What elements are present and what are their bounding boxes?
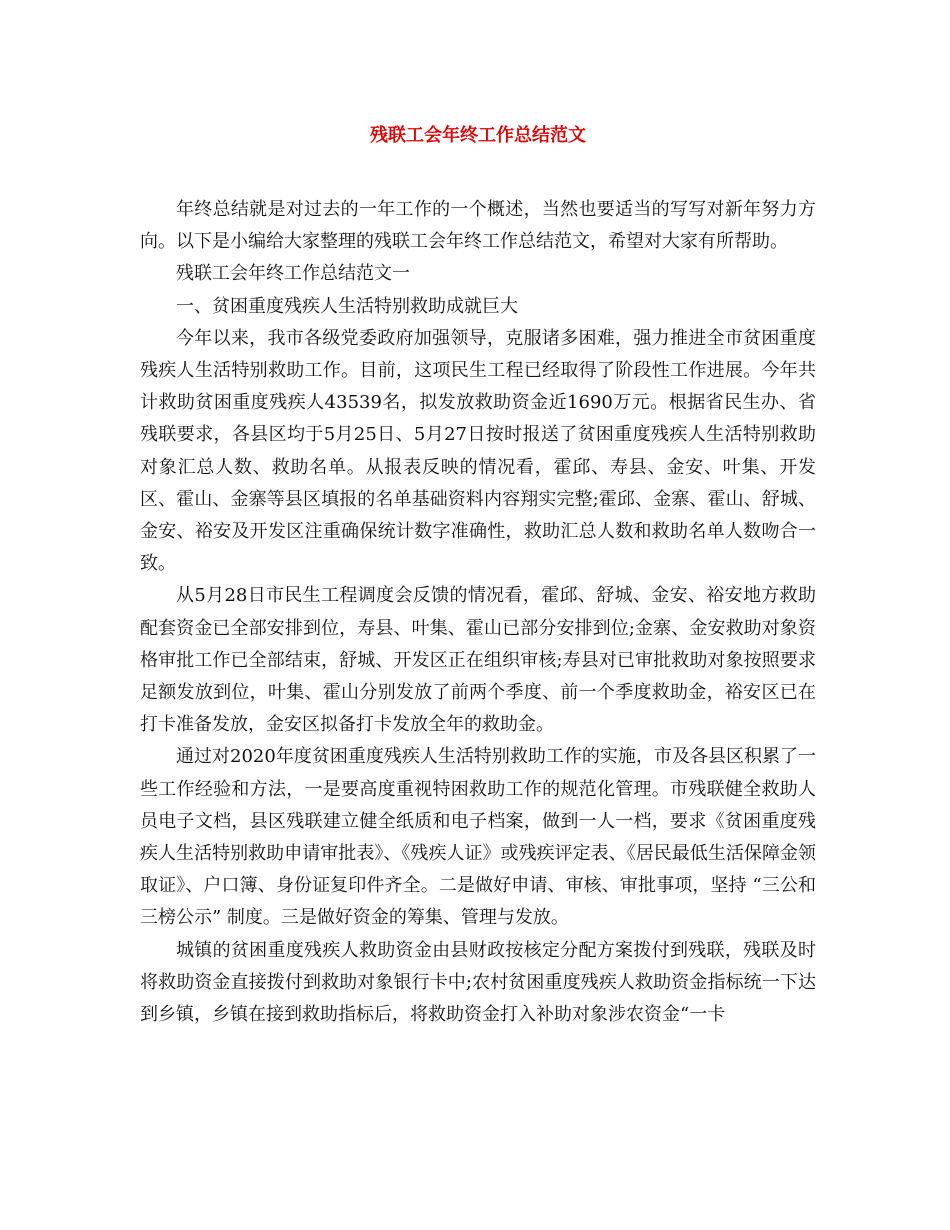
- paragraph-intro: 年终总结就是对过去的一年工作的一个概述，当然也要适当的写写对新年努力方向。以下是小编给大家整理的残联工会年终工作总结范文，希望对大家有所帮助。: [140, 199, 816, 253]
- paragraph-body: 通过对2020年度贫困重度残疾人生活特别救助工作的实施，市及各县区积累了一些工作经验和方法，一是要高度重视特困救助工作的规范化管理。市残联健全救助人员电子文档，县区残联建立健全纸质和电子档案，做到一人一档，要求《贫困重度残疾人生活特别救助申请审批表》、《残疾人证》或残疾评定表、《居民最低生活保障金领取证》、户口簿、身份证复印件齐全。二是做好申请、审核、审批事项，坚持 “三公和三榜公示” 制度。三是做好资金的筹集、管理与发放。: [140, 746, 816, 929]
- paragraph-body: 从5月28日市民生工程调度会反馈的情况看，霍邱、舒城、金安、裕安地方救助配套资金已全部安排到位，寿县、叶集、霍山已部分安排到位;金寨、金安救助对象资格审批工作已全部结束，舒城、开发区正在组织审核;寿县对已审批救助对象按照要求足额发放到位，叶集、霍山分别发放了前两个季度、前一个季度救助金，裕安区已在打卡准备发放，金安区拟备打卡发放全年的救助金。: [140, 585, 816, 736]
- paragraph-subtitle: 残联工会年终工作总结范文一: [176, 263, 410, 285]
- paragraph-body: 今年以来，我市各级党委政府加强领导，克服诸多困难，强力推进全市贫困重度残疾人生活特别救助工作。目前，这项民生工程已经取得了阶段性工作进展。今年共计救助贫困重度残疾人43539名，拟发放救助资金近1690万元。根据省民生办、省残联要求，各县区均于5月25日、5月27日按时报送了贫困重度残疾人生活特别救助对象汇总人数、救助名单。从报表反映的情况看，霍邱、寿县、金安、叶集、开发区、霍山、金寨等县区填报的名单基础资料内容翔实完整;霍邱、金寨、霍山、舒城、金安、裕安及开发区注重确保统计数字准确性，救助汇总人数和救助名单人数吻合一致。: [140, 327, 816, 575]
- section-heading: 一、贫困重度残疾人生活特别救助成就巨大: [176, 295, 518, 317]
- paragraph-body: 城镇的贫困重度残疾人救助资金由县财政按核定分配方案拨付到残联，残联及时将救助资金直接拨付到救助对象银行卡中;农村贫困重度残疾人救助资金指标统一下达到乡镇，乡镇在接到救助指标后，将救助资金打入补助对象涉农资金“一卡: [140, 939, 816, 1026]
- document-title: 残联工会年终工作总结范文: [370, 125, 586, 146]
